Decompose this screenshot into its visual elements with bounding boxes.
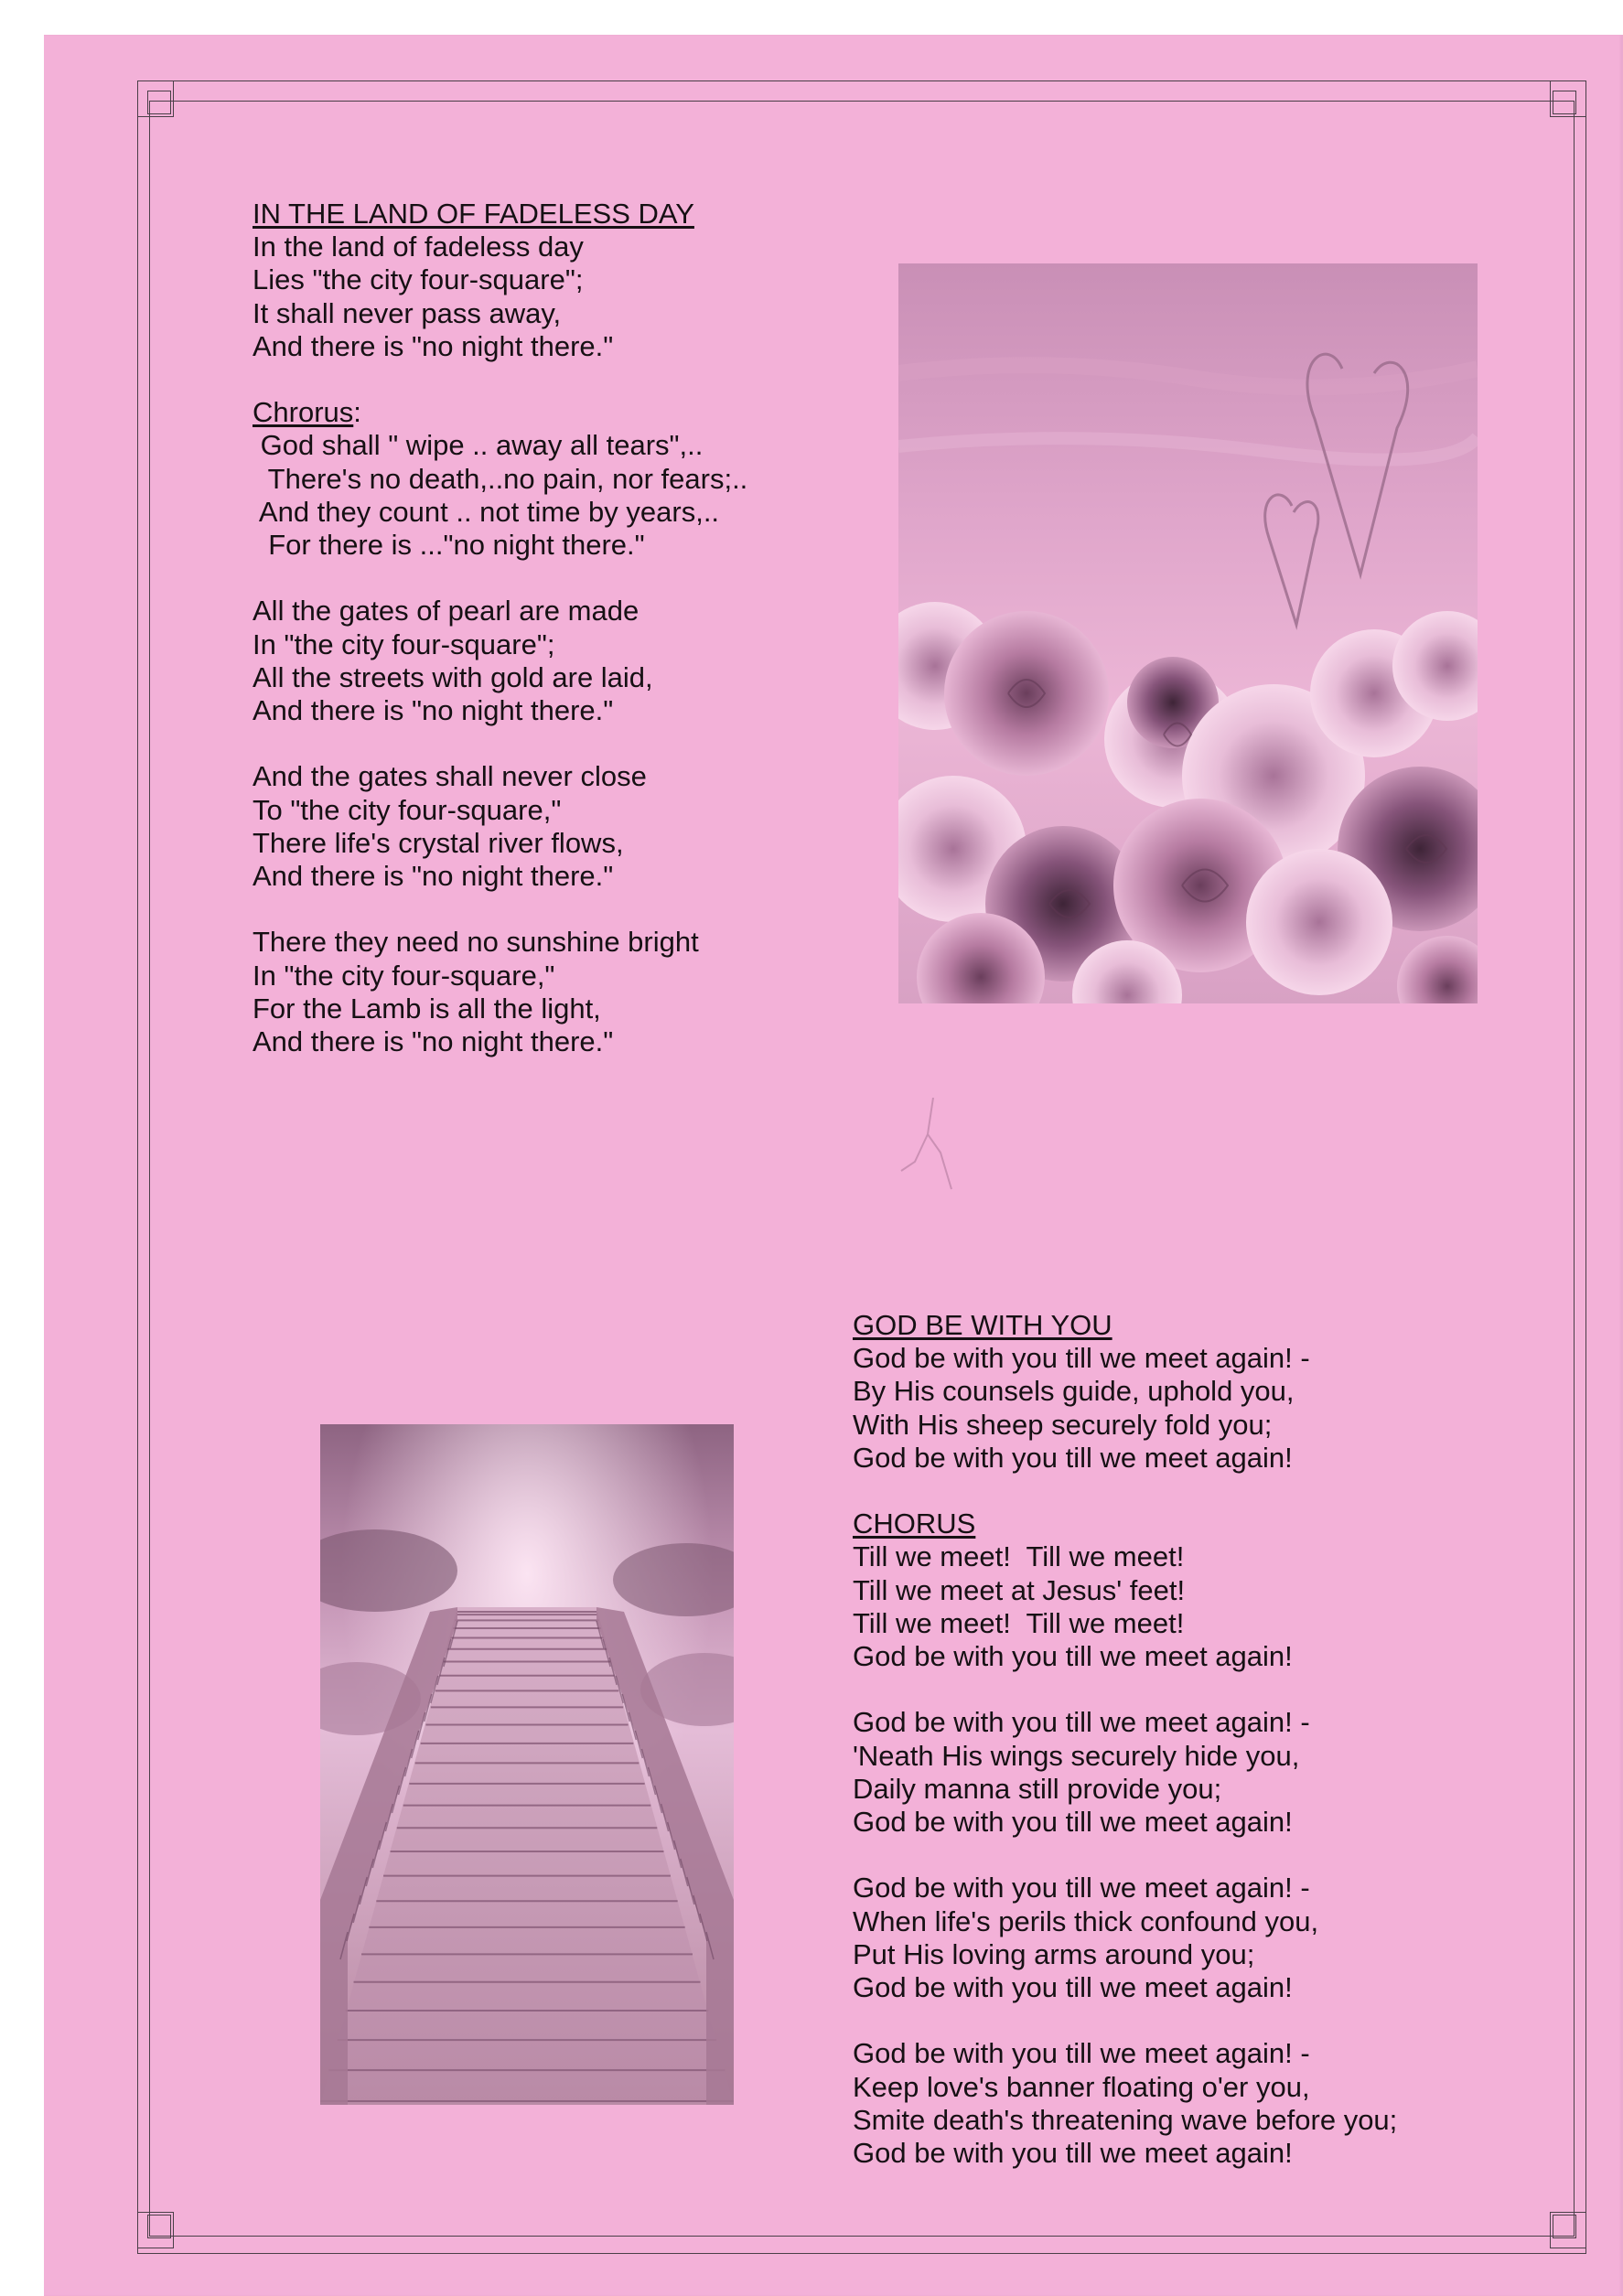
verse-line: In "the city four-square"; <box>253 628 555 660</box>
chorus-label: CHORUS <box>853 1507 976 1540</box>
hymn-title: GOD BE WITH YOU <box>853 1309 1112 1341</box>
verse-line: With His sheep securely fold you; <box>853 1408 1273 1441</box>
chorus-colon: : <box>353 396 361 429</box>
verse-line: All the streets with gold are laid, <box>253 660 653 693</box>
chorus-line: Till we meet! Till we meet! <box>853 1606 1185 1639</box>
paper-crease-mark <box>897 1098 970 1198</box>
corner-ornament-top-left <box>137 80 174 117</box>
verse-line: And the gates shall never close <box>253 760 647 793</box>
verse-line: 'Neath His wings securely hide you, <box>853 1739 1300 1772</box>
verse-line: And there is "no night there." <box>253 329 614 362</box>
verse-line: And there is "no night there." <box>253 694 614 727</box>
verse-line: To "the city four-square," <box>253 793 562 826</box>
chorus-line: For there is ..."no night there." <box>253 529 645 562</box>
corner-ornament-top-right <box>1550 80 1586 117</box>
hymn-god-be-with-you <box>853 1309 1397 2170</box>
verse-line: There life's crystal river flows, <box>253 826 624 859</box>
verse-line: God be with you till we meet again! - <box>853 1706 1310 1739</box>
verse-line: Smite death's threatening wave before you; <box>853 2103 1398 2136</box>
verse-line: God be with you till we meet again! <box>853 1806 1293 1839</box>
stairway-to-heaven-image <box>320 1424 734 2105</box>
chorus-line: God be with you till we meet again! <box>853 1640 1293 1673</box>
verse-line: By His counsels guide, uphold you, <box>853 1375 1295 1408</box>
verse-line: Lies "the city four-square"; <box>253 263 584 296</box>
verse-line: Keep love's banner floating o'er you, <box>853 2070 1310 2103</box>
chorus-line: And they count .. not time by years,.. <box>253 495 720 528</box>
verse-line: God be with you till we meet again! <box>853 1971 1293 2004</box>
chorus-label: Chrorus <box>253 396 354 429</box>
verse-line: And there is "no night there." <box>253 1025 614 1058</box>
corner-ornament-bottom-right <box>1550 2212 1586 2248</box>
verse-line: In "the city four-square," <box>253 959 555 992</box>
hymn-title: IN THE LAND OF FADELESS DAY <box>253 198 694 230</box>
verse-line: All the gates of pearl are made <box>253 595 640 628</box>
verse-line: God be with you till we meet again! <box>853 2137 1293 2170</box>
verse-line: God be with you till we meet again! - <box>853 1872 1310 1904</box>
verse-line: In the land of fadeless day <box>253 231 584 263</box>
chorus-heading <box>253 396 747 429</box>
chorus-line: Till we meet! Till we meet! <box>853 1540 1185 1573</box>
hymn-in-the-land-of-fadeless-day <box>253 198 747 1058</box>
verse-line: God be with you till we meet again! <box>853 1441 1293 1474</box>
verse-line: Put His loving arms around you; <box>853 1937 1255 1970</box>
verse-line: For the Lamb is all the light, <box>253 992 601 1025</box>
verse-line: There they need no sunshine bright <box>253 926 699 959</box>
corner-ornament-bottom-left <box>137 2212 174 2248</box>
verse-line: When life's perils thick confound you, <box>853 1904 1319 1937</box>
verse-line: Daily manna still provide you; <box>853 1772 1222 1805</box>
verse-line: God be with you till we meet again! - <box>853 2037 1310 2070</box>
verse-line: God be with you till we meet again! - <box>853 1342 1310 1375</box>
roses-and-hearts-image <box>898 263 1478 1003</box>
chorus-line: God shall " wipe .. away all tears",.. <box>253 429 704 462</box>
chorus-line: Till we meet at Jesus' feet! <box>853 1573 1186 1606</box>
chorus-line: There's no death,..no pain, nor fears;.. <box>253 462 748 495</box>
verse-line: It shall never pass away, <box>253 296 562 329</box>
verse-line: And there is "no night there." <box>253 860 614 893</box>
